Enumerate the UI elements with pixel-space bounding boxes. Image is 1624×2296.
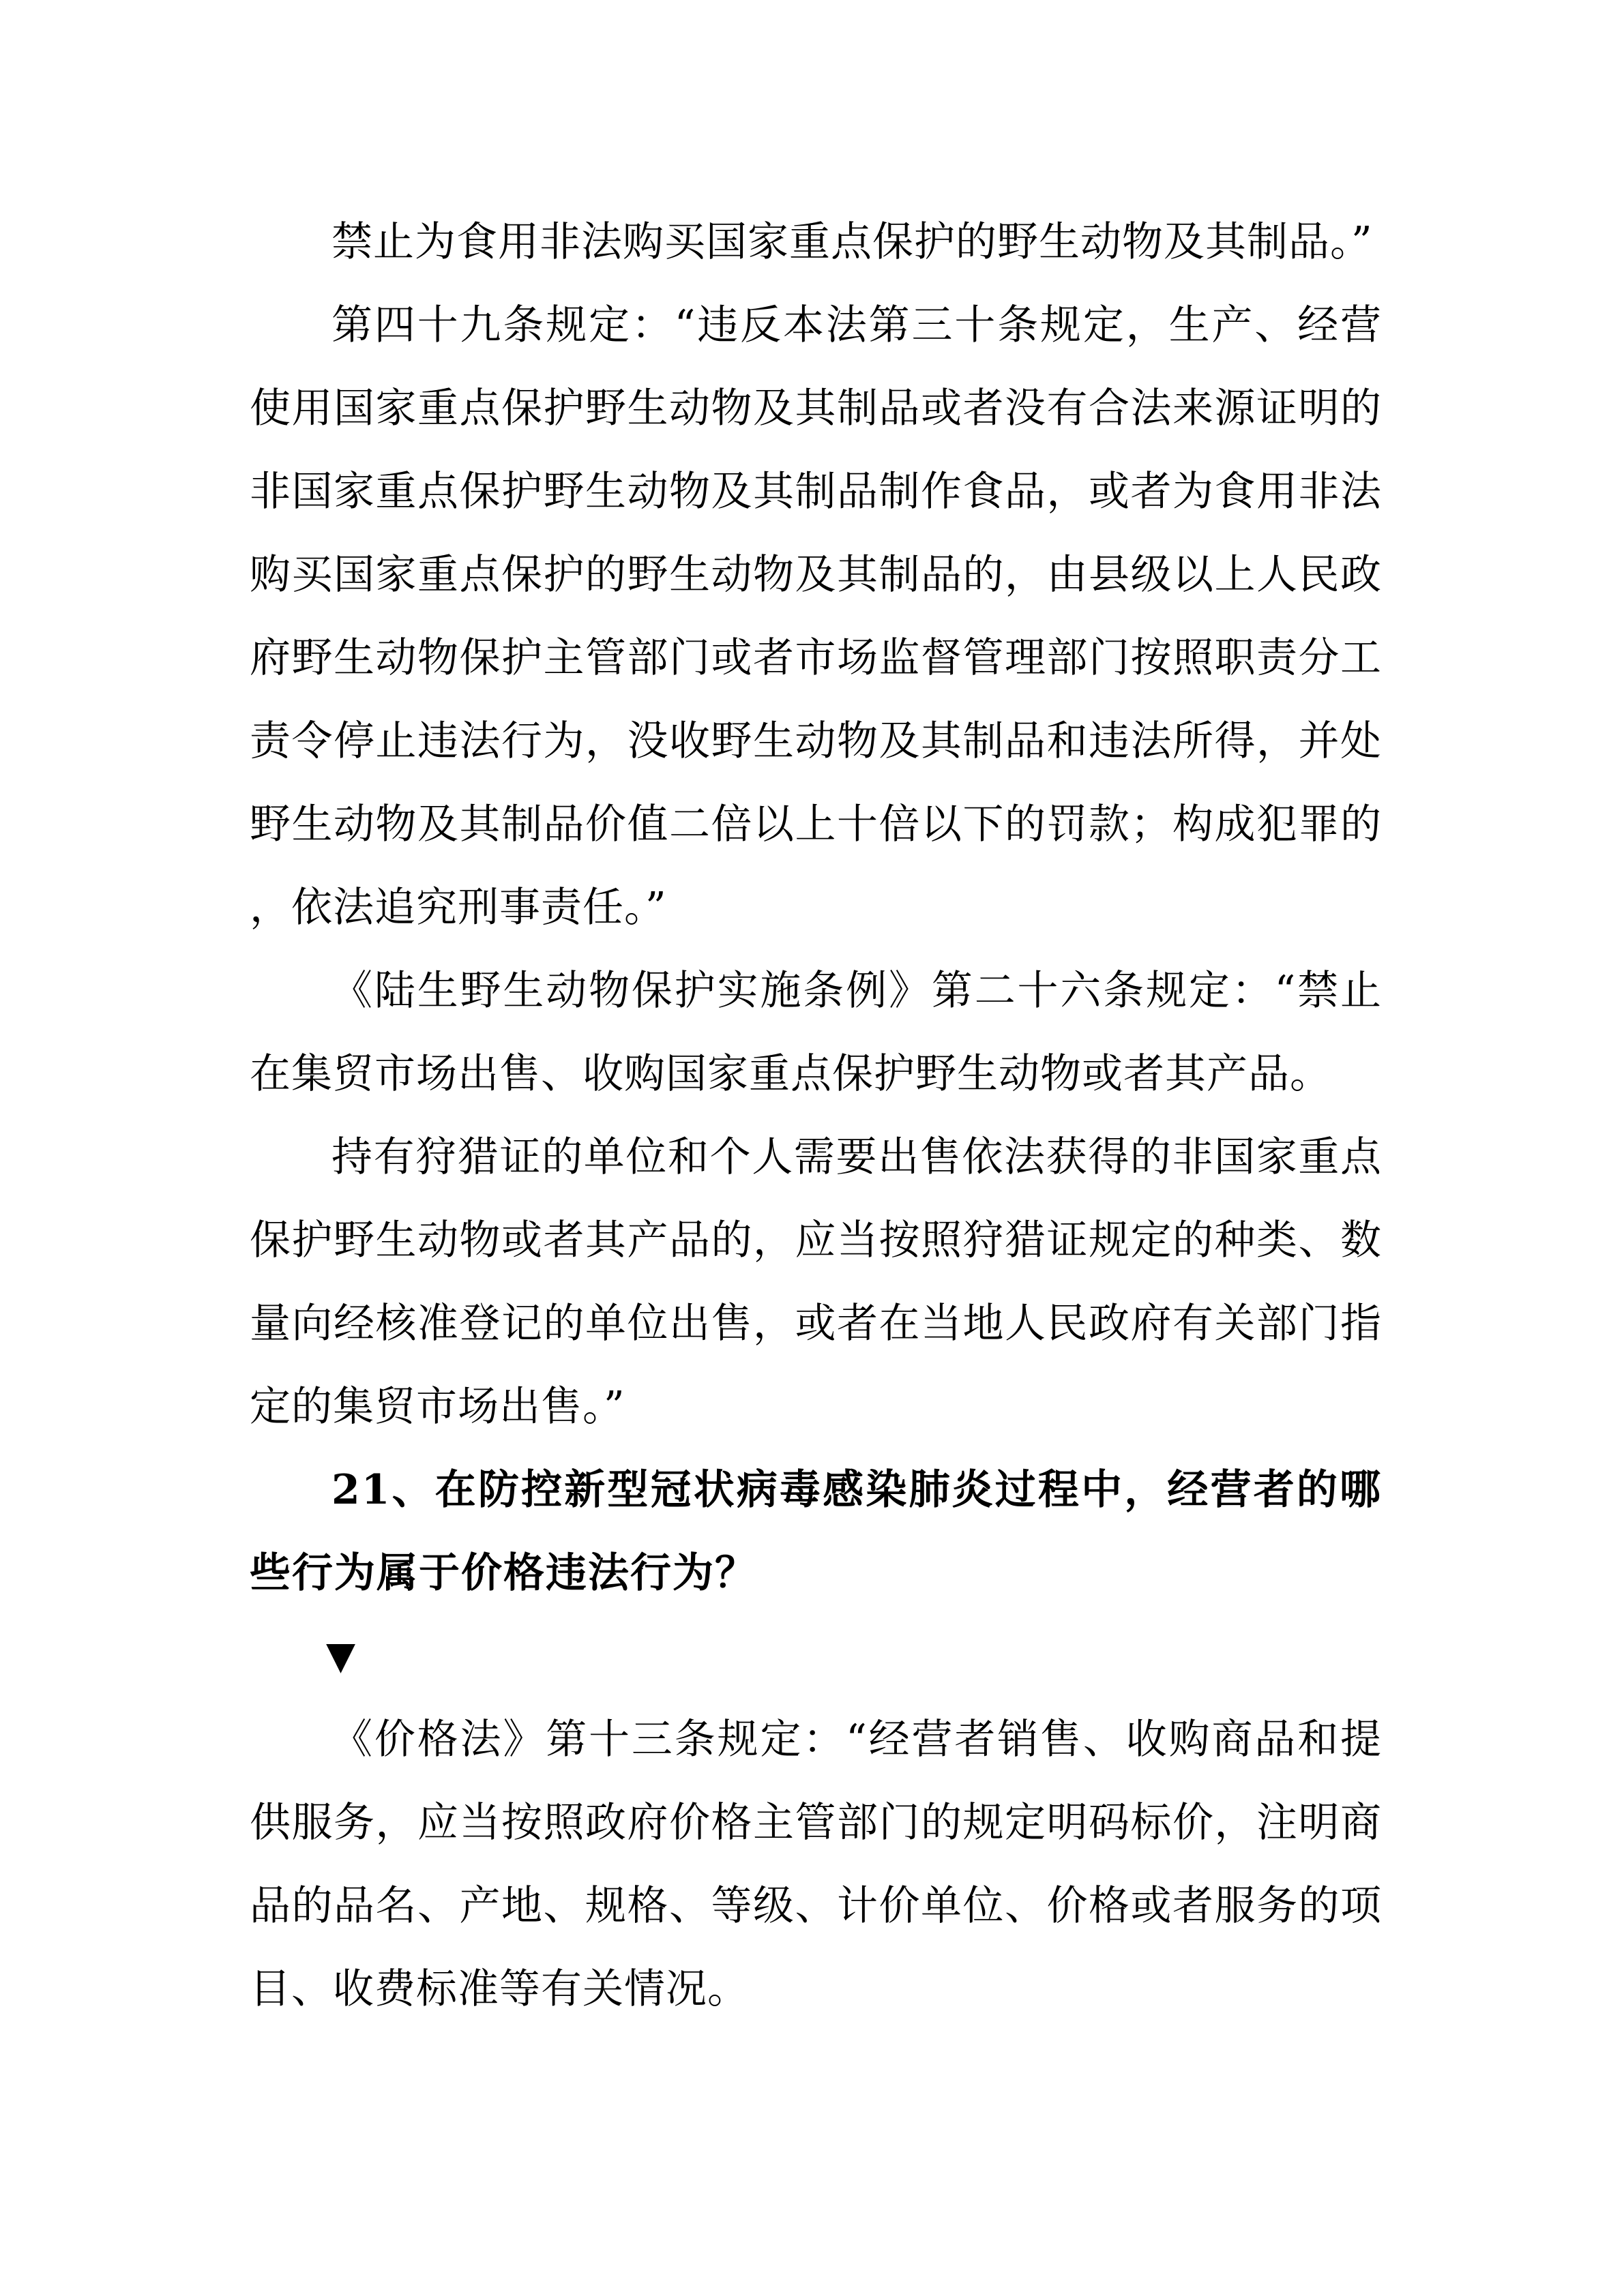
document-page (250, 200, 1382, 2031)
paragraph-wildlife-law-clause-end: 禁止为食用非法购买国家重点保护的野生动物及其制品。” (331, 218, 1373, 266)
question-heading: 21、在防控新型冠状病毒感染肺炎过程中，经营者的哪些行为属于价格违法行为？ (250, 1466, 1382, 1597)
answer-marker-icon: ▼ (326, 1634, 356, 1678)
paragraph-article-49: 第四十九条规定：“违反本法第三十条规定，生产、经营使用国家重点保护野生动物及其制品或者没有合法来源证明的非国家重点保护野生动物及其制品制作食品，或者为食用非法购买国家重点保护的野生动物及其制品的，由县级以上人民政府野生动物保护主管部门或者市场监督管理部门按照职责分工责令停止违法行为，没收野生动物及其制品和违法所得，并处野生动物及其制品价值二倍以上十倍以下的罚款；构成犯罪的，依法追究刑事责任。” (250, 301, 1382, 931)
paragraph-regulation-article-26: 《陆生野生动物保护实施条例》第二十六条规定：“禁止在集贸市场出售、收购国家重点保护野生动物或者其产品。 (250, 967, 1382, 1098)
paragraph-price-law-article-13: 《价格法》第十三条规定：“经营者销售、收购商品和提供服务，应当按照政府价格主管部门的规定明码标价，注明商品的品名、产地、规格、等级、计价单位、价格或者服务的项目、收费标准等有关情况。 (250, 1716, 1382, 2013)
paragraph-hunting-license: 持有狩猎证的单位和个人需要出售依法获得的非国家重点保护野生动物或者其产品的，应当按照狩猎证规定的种类、数量向经核准登记的单位出售，或者在当地人民政府有关部门指定的集贸市场出售。” (250, 1133, 1382, 1431)
